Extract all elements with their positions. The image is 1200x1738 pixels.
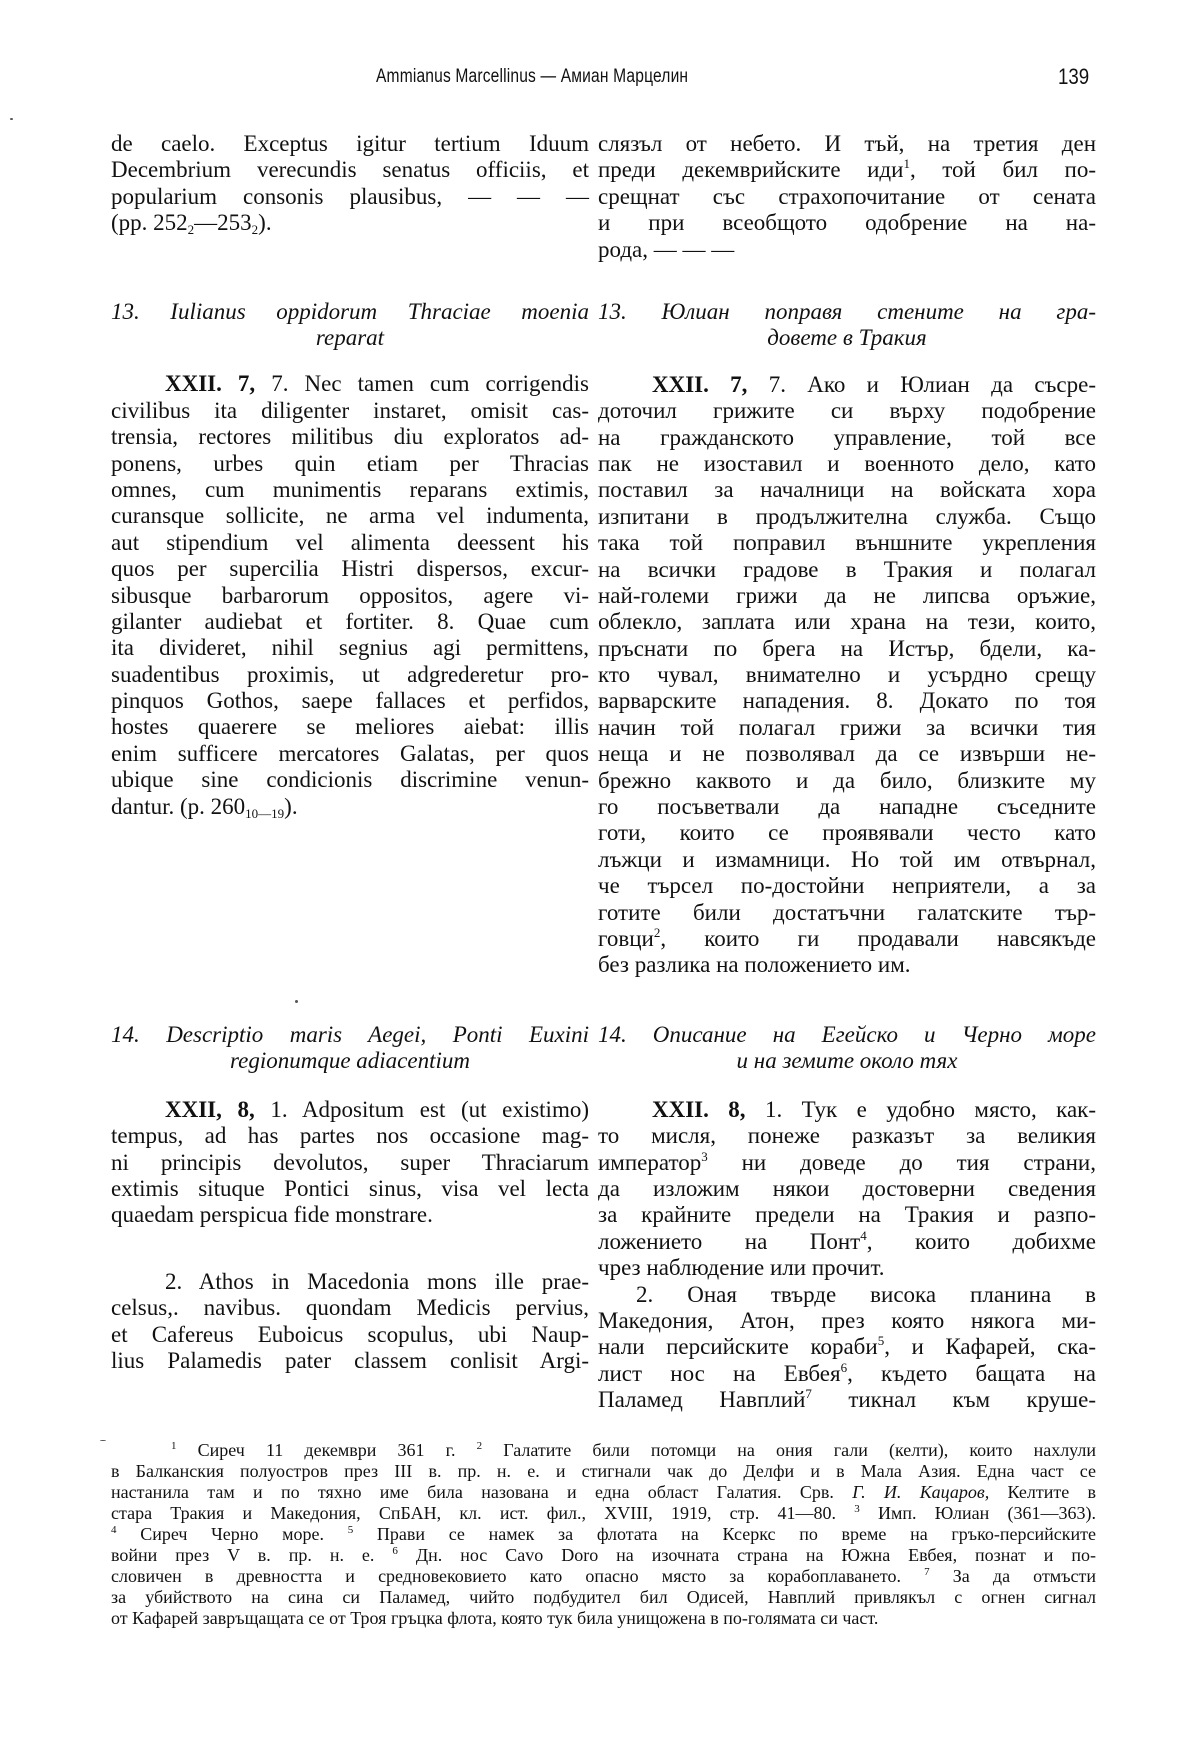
text-line: го посъветвали да нападне съседните xyxy=(598,794,1096,820)
subscript: 2 xyxy=(187,222,195,238)
text-line: 2. Оная твърде висока планина в xyxy=(636,1281,1096,1307)
text-span: Паламед Навплий xyxy=(598,1387,806,1413)
scan-speck xyxy=(100,1440,106,1441)
text-line: готите били достатъчни галатските тър- xyxy=(598,899,1096,925)
heading-line: 14. Descriptio maris Aegei, Ponti Euxini xyxy=(111,1022,589,1047)
footnote-marker[interactable]: 3 xyxy=(701,1148,708,1164)
text-line: и при всеобщото одобрение на на- xyxy=(598,210,1096,236)
text-line: най-големи грижи да не липсва оръжие, xyxy=(598,582,1096,608)
heading-line: regionumque adiacentium xyxy=(230,1048,470,1074)
subscript: 2 xyxy=(251,222,259,238)
text-line: et Cafereus Euboicus scopulus, ubi Naup- xyxy=(111,1321,589,1347)
text-line: omnes, cum munimentis reparans extimis, xyxy=(111,476,589,502)
text-span: преди декемврийските иди xyxy=(598,157,904,183)
text-line: aut stipendium vel alimenta deessent his xyxy=(111,529,589,555)
section-13-latin-body xyxy=(111,371,589,820)
footnote-text: Дн. нос Cavo Doro на изочната страна на Южна Евбея, познат и по- xyxy=(397,1545,1097,1565)
footnote-text: Г. И. Кацаров, xyxy=(852,1482,990,1502)
footnote-text: Имп. Юлиан (361—363). xyxy=(859,1503,1096,1523)
text-line xyxy=(598,372,1096,398)
text-span: 7. Ако и Юлиан да съсре- xyxy=(768,371,1096,397)
bulgarian-column xyxy=(598,131,1096,979)
text-line: suadentibus proximis, ut adgrederetur pro- xyxy=(111,661,589,687)
footnote-text: от Кафарей завръщащата се от Троя гръцка флота, която тук била унищожена в по-голямата си част. xyxy=(111,1608,879,1628)
footnote-line xyxy=(111,1545,1096,1566)
text-line-ref xyxy=(111,210,589,236)
text-span: ни доведе до тия страни, xyxy=(707,1149,1096,1175)
text-span: , които добихме xyxy=(866,1228,1096,1254)
footnotes xyxy=(111,1440,1096,1629)
footnote-marker[interactable]: 4 xyxy=(860,1227,867,1243)
passage-ref: XXII, 8, xyxy=(165,1096,255,1122)
text-line xyxy=(598,1334,1096,1360)
text-line: да изложим някои достоверни сведения xyxy=(598,1175,1096,1201)
footnote-text: Келтите в xyxy=(989,1482,1096,1502)
latin-intro xyxy=(111,131,589,237)
text-span: тикнал към круше- xyxy=(811,1387,1096,1413)
scan-speck xyxy=(295,1000,298,1003)
footnote-text: Сиреч Черно море. xyxy=(116,1524,348,1544)
text-line: gilanter audiebat et fortiter. 8. Quae cum xyxy=(111,608,589,634)
text-line: quaedam perspicua fide monstrare. xyxy=(111,1202,433,1228)
footnote-number: 1 xyxy=(171,1440,177,1452)
text-line: на гражданското управление, той все xyxy=(598,424,1096,450)
text-span: , където бащата на xyxy=(847,1360,1096,1386)
text-span: ложението на Понт xyxy=(598,1228,861,1254)
text-line: pinquos Gothos, saepe fallaces et perfidos, xyxy=(111,688,589,714)
text-line: за крайните предели на Тракия и разпо- xyxy=(598,1202,1096,1228)
footnote-text: Сиреч 11 декември 361 г. xyxy=(176,1440,477,1460)
text-span: , които ги продавали навсякъде xyxy=(660,925,1096,951)
text-line: без разлика на положението им. xyxy=(598,952,911,978)
text-line xyxy=(598,1097,1096,1123)
text-line: кто чувал, внимателно и усърдно срещу xyxy=(598,662,1096,688)
footnote-number: 6 xyxy=(392,1545,398,1557)
heading-line: и на земите около тях xyxy=(736,1048,958,1074)
text-line: lius Palamedis pater classem conlisit Argi- xyxy=(111,1347,589,1373)
footnote-number: 7 xyxy=(924,1566,930,1578)
footnote-marker[interactable]: 5 xyxy=(877,1333,885,1349)
text-line: curansque sollicite, ne arma vel indumenta, xyxy=(111,503,589,529)
text-line: пак не изоставил и военното дело, като xyxy=(598,450,1096,476)
heading-line: 13. Iulianus oppidorum Thraciae moenia xyxy=(111,298,589,324)
text-line: quos per supercilia Histri dispersos, excur- xyxy=(111,556,589,582)
text-line: ponens, urbes quin etiam per Thracias xyxy=(111,450,589,476)
footnote-line xyxy=(111,1440,1096,1461)
text-line: облекло, заплата или храна на тези, които, xyxy=(598,609,1096,635)
text-span: нали персийските кораби xyxy=(598,1334,878,1360)
text-line: extimis situque Pontici sinus, visa vel lecta xyxy=(111,1175,589,1201)
footnote-text: войни през V в. пр. н. е. xyxy=(111,1545,393,1565)
ref-text: —253 xyxy=(194,210,252,236)
section-13-latin-title xyxy=(111,299,589,352)
footnote-text: словичен в древността и средновековието като опасно място за корабоплаването. xyxy=(111,1566,925,1586)
bulgarian-column-section-14 xyxy=(598,1022,1096,1414)
text-line: чрез наблюдение или прочит. xyxy=(598,1255,885,1281)
text-line: изпитани в продължителна служба. Също xyxy=(598,503,1096,529)
section-13-bulgarian-title xyxy=(598,299,1096,352)
text-line xyxy=(111,1097,589,1123)
text-line: Decembrium verecundis senatus officiis, et xyxy=(111,157,589,183)
footnote-number: 4 xyxy=(111,1524,117,1536)
text-line: рода, — — — xyxy=(598,236,735,262)
footnote-marker[interactable]: 6 xyxy=(840,1359,848,1375)
text-line: неща и не позволявал да се извърши не- xyxy=(598,741,1096,767)
footnote-marker[interactable]: 1 xyxy=(903,156,910,172)
scan-speck xyxy=(10,118,13,120)
text-line: popularium consonis plausibus, — — — xyxy=(111,183,589,209)
footnote-line xyxy=(111,1524,1096,1545)
text-line xyxy=(111,371,589,397)
footnote-marker[interactable]: 2 xyxy=(653,924,661,940)
text-span: dantur. (p. 260 xyxy=(111,793,246,819)
section-14-latin-body xyxy=(111,1097,589,1229)
footnote-line xyxy=(111,1608,1096,1629)
footnote-number: 3 xyxy=(854,1503,860,1515)
text-line: начин той полагал грижи за всички тия xyxy=(598,714,1096,740)
text-line xyxy=(598,1387,1096,1413)
section-14-latin-title xyxy=(111,1022,589,1075)
heading-line: 14. Описание на Егейско и Черно море xyxy=(598,1022,1096,1047)
text-line: 2. Athos in Macedonia mons ille prae- xyxy=(165,1268,589,1294)
text-line: hostes quaerere se meliores aiebat: illis xyxy=(111,714,589,740)
text-line: ubique sine condicionis discrimine venun- xyxy=(111,767,589,793)
text-line xyxy=(598,157,1096,183)
text-line: лъжци и измамници. Но той им отвърнал, xyxy=(598,846,1096,872)
text-line: tempus, ad has partes nos occasione mag- xyxy=(111,1123,589,1149)
text-line: поставил за началници на войската хора xyxy=(598,477,1096,503)
section-14-bulgarian-title xyxy=(598,1022,1096,1075)
text-span: 7. Nec tamen cum corrigendis xyxy=(271,371,590,397)
text-span: говци xyxy=(598,925,654,951)
footnote-number: 5 xyxy=(347,1524,354,1536)
text-line: civilibus ita diligenter instaret, omisit cas- xyxy=(111,397,589,423)
page-number: 139 xyxy=(1058,64,1090,89)
heading-line: 13. Юлиан поправя стените на гра- xyxy=(598,298,1096,324)
footnote-text: Прави се намек за флотата на Ксеркс по време на гръко-персийските xyxy=(353,1524,1097,1544)
ref-text: (pp. 252 xyxy=(111,210,188,236)
text-line: celsus,. navibus. quondam Medicis pervius, xyxy=(111,1295,589,1321)
text-line: sibusque barbarorum oppositos, agere vi- xyxy=(111,582,589,608)
footnote-marker[interactable]: 7 xyxy=(805,1386,812,1402)
footnote-text: в Балканския полуостров през III в. пр. н. е. и стигнали чак до Делфи и в Мала Азия. Една част се xyxy=(111,1461,1096,1481)
ref-text: ). xyxy=(258,210,272,236)
text-line: de caelo. Exceptus igitur tertium Iduum xyxy=(111,131,589,156)
latin-column-section-14 xyxy=(111,1022,589,1374)
footnote-line xyxy=(111,1503,1096,1524)
text-line xyxy=(111,794,589,820)
text-span: , той бил по- xyxy=(909,157,1097,183)
text-line: на всички градове в Тракия и полагал xyxy=(598,556,1096,582)
text-line: доточил грижите си върху подобрение xyxy=(598,398,1096,424)
running-header xyxy=(0,64,1200,94)
text-line xyxy=(598,926,1096,952)
text-line xyxy=(598,1361,1096,1387)
text-line: trensia, rectores militibus diu exploratos ad- xyxy=(111,424,589,450)
text-span: , и Кафарей, ска- xyxy=(884,1334,1096,1360)
text-line: готи, които се проявявали често като xyxy=(598,820,1096,846)
heading-line: довете в Тракия xyxy=(767,325,927,351)
section-14-latin-para-2 xyxy=(111,1269,589,1375)
footnote-text: стара Тракия и Македония, СпБАН, кл. ист. фил., XVIII, 1919, стр. 41—80. xyxy=(111,1503,855,1523)
text-line: срещнат със страхопочитание от сената xyxy=(598,183,1096,209)
bulgarian-intro xyxy=(598,131,1096,263)
running-title: Ammianus Marcellinus — Амиан Марцелин xyxy=(376,66,689,87)
text-line: така той поправил външните укрепления xyxy=(598,530,1096,556)
passage-ref: XXII. 7, xyxy=(652,371,748,397)
scan-artifact-divider xyxy=(100,106,1000,108)
latin-column xyxy=(111,131,589,820)
text-span: 1. Adpositum est (ut existimo) xyxy=(270,1096,589,1122)
footnote-text: Галатите били потомци на ония гали (келти), които нахлули xyxy=(482,1440,1096,1460)
text-line xyxy=(598,1150,1096,1176)
subscript: 10—19 xyxy=(245,805,285,821)
passage-ref: XXII. 8, xyxy=(652,1096,746,1122)
footnote-line xyxy=(111,1482,1096,1503)
footnote-text: настанила там и по тяхно име била назована и една област Галатия. Срв. xyxy=(111,1482,853,1502)
text-span: ). xyxy=(284,793,298,819)
text-line: пръснати по брега на Истър, бдели, ка- xyxy=(598,635,1096,661)
text-span: лист нос на Евбея xyxy=(598,1360,841,1386)
text-line: слязъл от небето. И тъй, на третия ден xyxy=(598,131,1096,156)
passage-ref: XXII. 7, xyxy=(165,371,256,397)
footnote-line xyxy=(111,1587,1096,1608)
text-line: брежно каквото и да било, близките му xyxy=(598,767,1096,793)
text-line: Македония, Атон, през която някога ми- xyxy=(598,1307,1096,1333)
footnote-line xyxy=(111,1461,1096,1482)
heading-line: reparat xyxy=(315,324,385,350)
text-line: че търсел по-достойни неприятели, а за xyxy=(598,873,1096,899)
text-line: enim sufficere mercatores Galatas, per quos xyxy=(111,740,589,766)
footnote-line xyxy=(111,1566,1096,1587)
text-line: ita divideret, nihil segnius agi permittens, xyxy=(111,635,589,661)
section-13-bulgarian-body xyxy=(598,372,1096,979)
text-line: ni principis devolutos, super Thraciarum xyxy=(111,1149,589,1175)
footnote-number: 2 xyxy=(476,1440,483,1452)
footnote-text: За да отмъсти xyxy=(929,1566,1096,1586)
text-line: то мисля, понеже разказът за великия xyxy=(598,1123,1096,1149)
section-14-bulgarian-body xyxy=(598,1097,1096,1414)
footnote-text: за убийството на сина си Паламед, чийто подбудител бил Одисей, Навплий привлякъл с огнен сигнал xyxy=(111,1587,1096,1607)
text-line: варварските нападения. 8. Докато по тоя xyxy=(598,688,1096,714)
text-span: 1. Тук е удобно място, как- xyxy=(764,1096,1097,1122)
text-span: император xyxy=(598,1149,702,1175)
text-line xyxy=(598,1229,1096,1255)
